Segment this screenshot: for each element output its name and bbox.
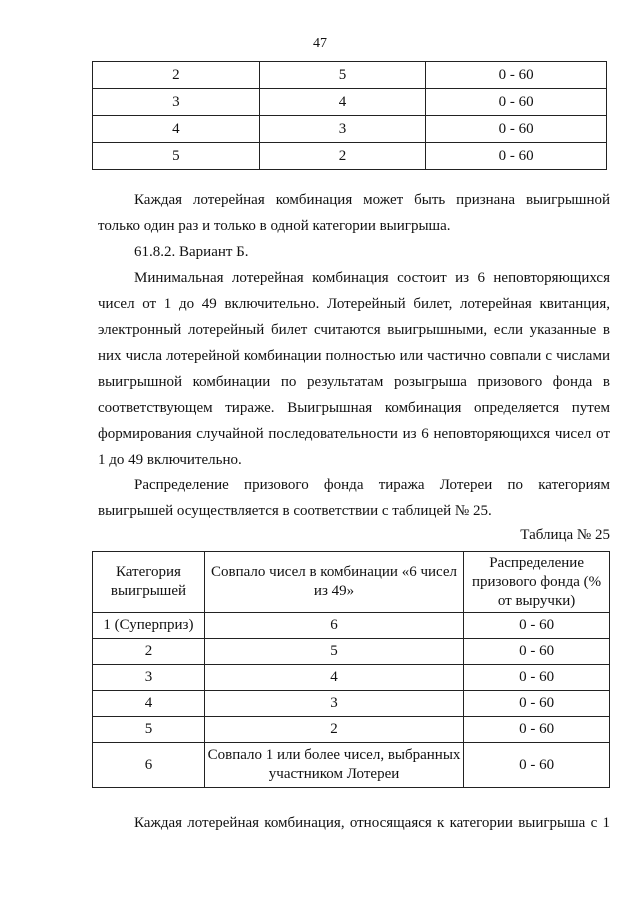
- table-row: [93, 613, 610, 639]
- section-heading: 61.8.2. Вариант Б.: [134, 244, 249, 260]
- page-number: 47: [313, 36, 327, 51]
- table-cell: 3: [93, 665, 205, 691]
- table-cell: 3: [259, 116, 426, 143]
- text-line: электронный лотерейный билет считаются выигрышными, если указанные в: [98, 322, 610, 338]
- text-line: выигрышной комбинации по результатам розыгрыша призового фонда в: [98, 374, 610, 390]
- table-cell: 0 - 60: [426, 89, 607, 116]
- text-line: соответствующем тираже. Выигрышная комбинация определяется путем: [98, 400, 610, 416]
- prize-table-continuation: [92, 61, 607, 170]
- text-line: Распределение призового фонда тиража Лотереи по категориям: [134, 477, 610, 493]
- table-cell: 4: [93, 116, 260, 143]
- table-cell: Совпало 1 или более чисел, выбранных участником Лотереи: [204, 743, 463, 788]
- table-cell: 3: [93, 89, 260, 116]
- text-line: чисел от 1 до 49 включительно. Лотерейный билет, лотерейная квитанция,: [98, 296, 610, 312]
- table-cell: 5: [93, 143, 260, 170]
- table-cell: 2: [259, 143, 426, 170]
- prize-table-25: [92, 551, 610, 788]
- table-cell: 5: [204, 639, 463, 665]
- table-cell: 1 (Суперприз): [93, 613, 205, 639]
- table-cell: 0 - 60: [426, 116, 607, 143]
- table-cell: 4: [259, 89, 426, 116]
- text-line: них числа лотерейной комбинации полностью или частично совпали с числами: [98, 348, 610, 364]
- table-row: [93, 717, 610, 743]
- paragraph-single-win: [98, 187, 610, 239]
- table-cell: 0 - 60: [464, 691, 610, 717]
- table-cell: 4: [93, 691, 205, 717]
- table-cell: 0 - 60: [464, 639, 610, 665]
- table-cell: 5: [93, 717, 205, 743]
- column-header-category: Категория выигрышей: [93, 552, 205, 613]
- table-cell: 6: [93, 743, 205, 788]
- table-cell: 2: [93, 62, 260, 89]
- text-line: Минимальная лотерейная комбинация состоит из 6 неповторяющихся: [134, 270, 610, 286]
- text-line: Каждая лотерейная комбинация, относящаяся к категории выигрыша с 1: [134, 815, 610, 831]
- table-row: [93, 639, 610, 665]
- text-line: формирования случайной последовательности из 6 неповторяющихся чисел от: [98, 426, 610, 442]
- table-cell: 2: [204, 717, 463, 743]
- table-row: [93, 89, 607, 116]
- table-row: [93, 62, 607, 89]
- paragraph-distribution: [98, 472, 610, 524]
- table-cell: 3: [204, 691, 463, 717]
- column-header-matched: Совпало чисел в комбинации «6 чисел из 49»: [204, 552, 463, 613]
- text-line: 1 до 49 включительно.: [98, 452, 242, 468]
- table-cell: 0 - 60: [464, 717, 610, 743]
- table-row: [93, 665, 610, 691]
- text-line: выигрышей осуществляется в соответствии с таблицей № 25.: [98, 503, 492, 519]
- table-cell: 0 - 60: [464, 613, 610, 639]
- table-cell: 0 - 60: [426, 62, 607, 89]
- table-row: [93, 743, 610, 788]
- table-cell: 0 - 60: [464, 665, 610, 691]
- text-line: только один раз и только в одной категории выигрыша.: [98, 218, 451, 234]
- table-caption: Таблица № 25: [520, 527, 610, 543]
- text-line: Каждая лотерейная комбинация может быть признана выигрышной: [134, 192, 610, 208]
- paragraph-final: [98, 810, 610, 836]
- table-cell: 0 - 60: [464, 743, 610, 788]
- column-header-distribution: Распределение призового фонда (% от выручки): [464, 552, 610, 613]
- table-row: [93, 143, 607, 170]
- table-cell: 4: [204, 665, 463, 691]
- table-cell: 2: [93, 639, 205, 665]
- paragraph-variant-b: [98, 265, 610, 473]
- table-cell: 0 - 60: [426, 143, 607, 170]
- table-row: [93, 691, 610, 717]
- table-row: [93, 116, 607, 143]
- table-header-row: [93, 552, 610, 613]
- table-cell: 5: [259, 62, 426, 89]
- table-cell: 6: [204, 613, 463, 639]
